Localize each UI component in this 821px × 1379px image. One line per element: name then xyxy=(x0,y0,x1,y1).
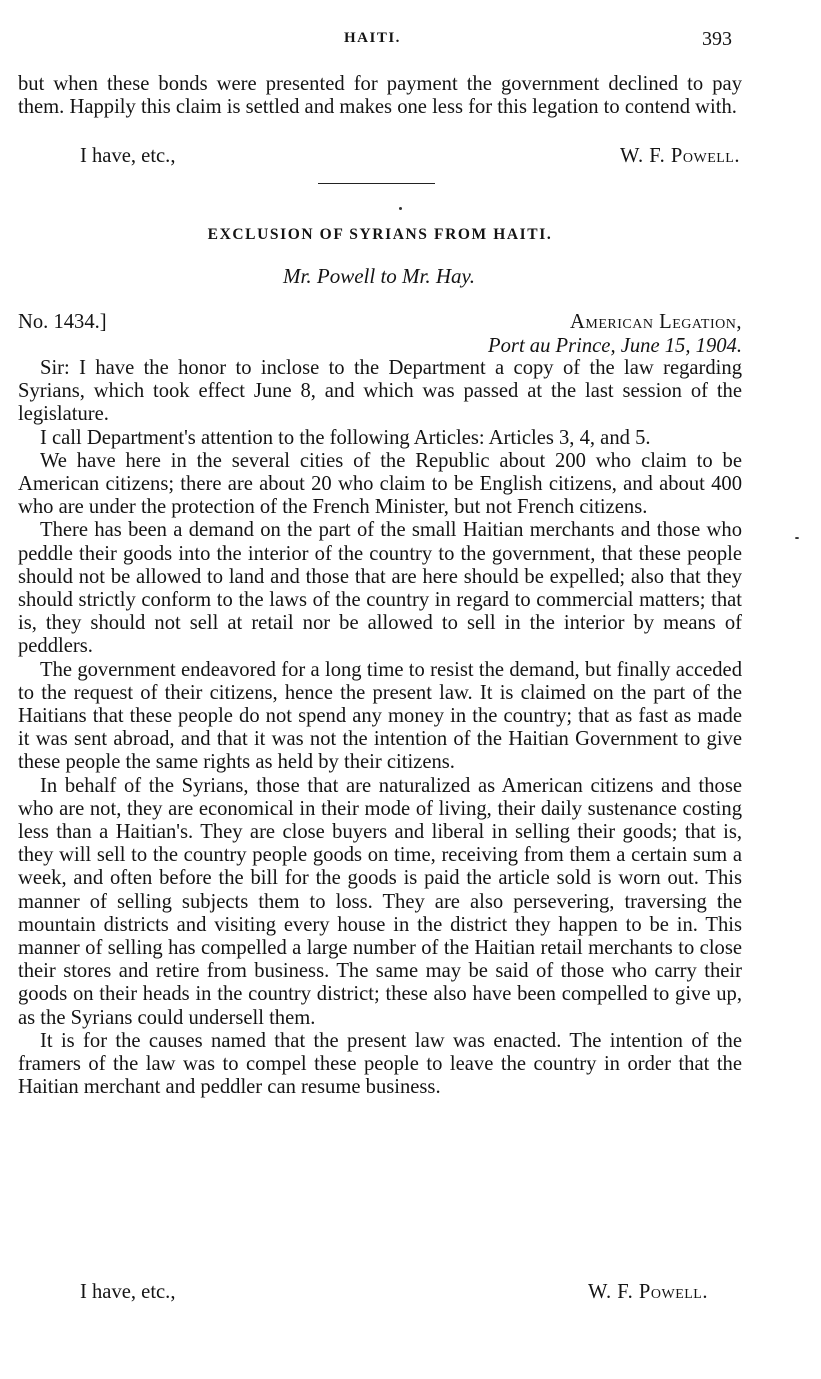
section-heading: EXCLUSION OF SYRIANS FROM HAITI. xyxy=(207,226,553,243)
signature: W. F. Powell. xyxy=(587,1281,708,1303)
sender-line: American Legation, xyxy=(570,311,742,333)
signature: W. F. Powell. xyxy=(619,145,740,167)
paragraph: The government endeavored for a long time to resist the demand, but finally acceded to the request of their citizens, hence the present law. It is claimed on the part of the Haitians that these people do not spend any money in the country; that as fast as made it was sent abroad, and that it was not the intention of the Haitian Government to give these people the same rights as held by their citizens. xyxy=(18,658,742,774)
valediction: I have, etc., xyxy=(80,145,176,167)
continuation-paragraph xyxy=(18,73,742,119)
paragraph: I call Department's attention to the following Articles: Articles 3, 4, and 5. xyxy=(40,426,651,449)
paragraph: We have here in the several cities of the Republic about 200 who claim to be American citizens; there are about 20 who claim to be English citizens, and about 400 who are under the protection of the French Minister, but not French citizens. xyxy=(18,449,742,519)
paragraph: In behalf of the Syrians, those that are naturalized as American citizens and those who are not, they are economical in their mode of living, their daily sustenance costing less than a Haitian's. They are close buyers and liberal in selling their goods; that is, they will sell to the country people goods on time, receiving from them a certain sum a week, and often before the bill for the goods is paid the article sold is worn out. This manner of selling subjects them to loss. They are also persevering, traversing the mountain districts and visiting every house in the district they happen to be in. This manner of selling has compelled a large number of the Haitian retail merchants to close their stores and retire from business. The same may be said of those who carry their goods on their heads in the country district; these also have been compelled to give up, as the Syrians could undersell them. xyxy=(18,774,742,1029)
correspondence-line: Mr. Powell to Mr. Hay. xyxy=(283,264,475,288)
print-speck xyxy=(399,207,402,210)
dateline xyxy=(488,310,742,358)
running-head xyxy=(0,28,821,54)
page-number: 393 xyxy=(702,28,732,50)
closing-block-2 xyxy=(18,1281,740,1305)
valediction: I have, etc., xyxy=(80,1281,176,1303)
letter-body xyxy=(18,357,742,1100)
section-divider xyxy=(318,183,435,184)
place-date-line: Port au Prince, June 15, 1904. xyxy=(488,335,742,357)
margin-mark xyxy=(795,537,799,539)
running-title: HAITI. xyxy=(344,30,401,46)
dispatch-number: No. 1434.] xyxy=(18,311,107,333)
paragraph: but when these bonds were presented for payment the government declined to pay them. Happily this claim is settled and makes one less for this legation to contend with. xyxy=(18,73,742,119)
paragraph: There has been a demand on the part of the small Haitian merchants and those who peddle their goods into the interior of the country to the government, that these people should not be allowed to land and those that are here should be expelled; also that they should strictly conform to the laws of the country in regard to commercial matters; that is, they should not sell at retail nor be allowed to sell in the interior by means of peddlers. xyxy=(18,519,742,658)
paragraph: Sir: I have the honor to inclose to the Department a copy of the law regarding Syrians, which took effect June 8, and which was passed at the last session of the legislature. xyxy=(18,357,742,426)
paragraph: It is for the causes named that the present law was enacted. The intention of the framers of the law was to compel these people to leave the country in order that the Haitian merchant and peddler can resume business. xyxy=(18,1029,742,1099)
closing-block-1 xyxy=(18,145,740,169)
